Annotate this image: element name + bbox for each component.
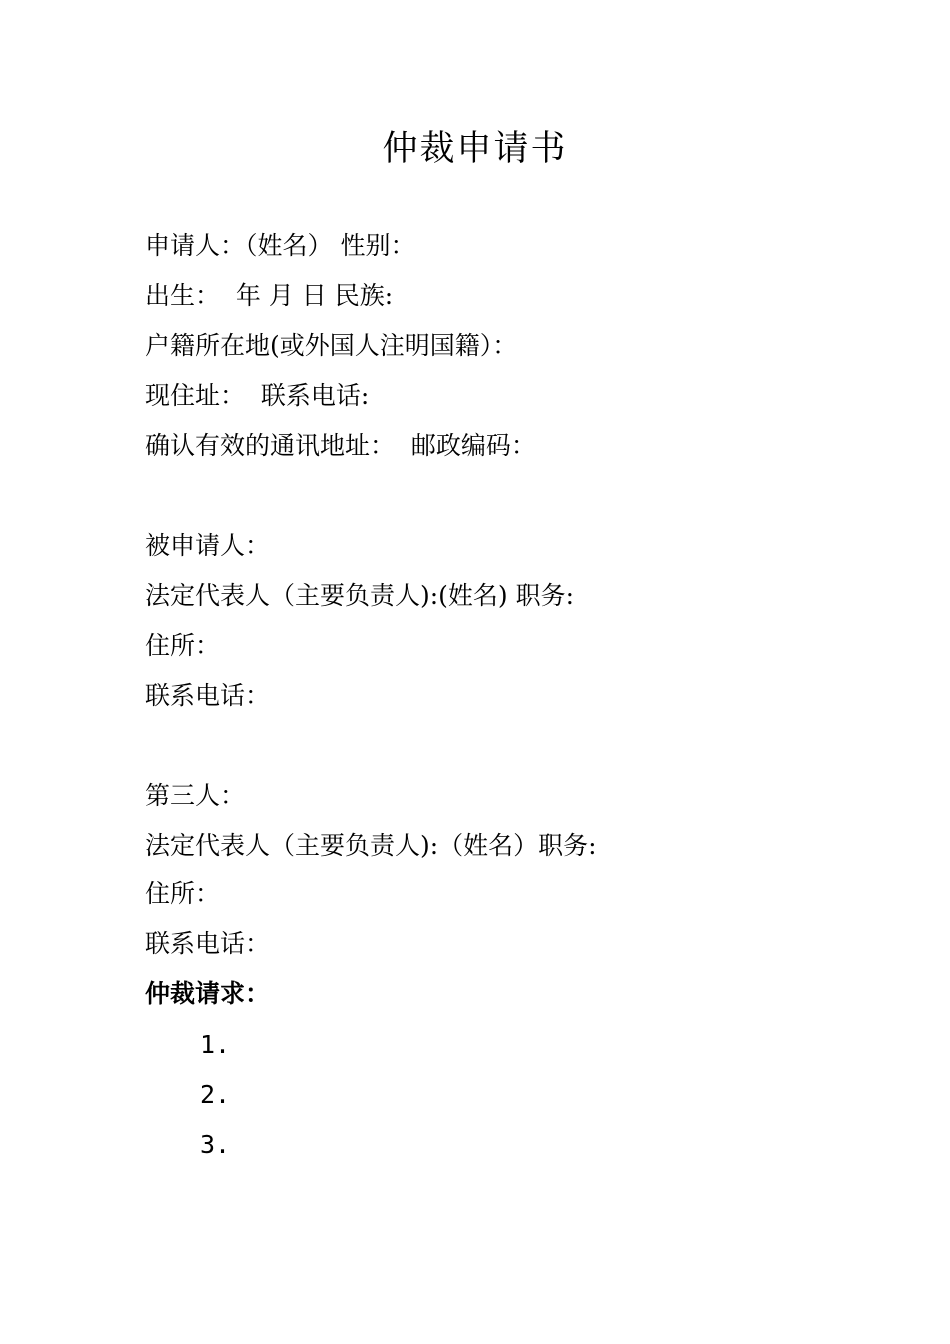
third-party-heading: 第三人： [145,781,246,810]
applicant-line-mailing-address-postcode: 确认有效的通讯地址： 邮政编码： [145,431,536,460]
third-party-address: 住所： [145,879,221,908]
applicant-line-birth-ethnicity: 出生： 年 月 日 民族: [145,281,394,310]
claim-item-3: 3. [200,1130,231,1159]
respondent-phone: 联系电话： [145,681,271,710]
applicant-line-household-registration: 户籍所在地(或外国人注明国籍）： [145,331,518,360]
third-party-representative: 法定代表人（主要负责人):（姓名）职务: [145,831,597,860]
claim-item-1: 1. [200,1030,231,1059]
respondent-representative: 法定代表人（主要负责人):(姓名) 职务: [145,581,575,610]
applicant-line-name-gender: 申请人：（姓名） 性别： [145,231,416,260]
claims-heading: 仲裁请求： [145,979,271,1008]
third-party-phone: 联系电话： [145,929,271,958]
document-title: 仲裁申请书 [382,129,568,169]
respondent-address: 住所： [145,631,221,660]
applicant-line-address-phone: 现住址： 联系电话: [145,381,370,410]
claim-item-2: 2. [200,1080,231,1109]
respondent-heading: 被申请人： [145,531,271,560]
